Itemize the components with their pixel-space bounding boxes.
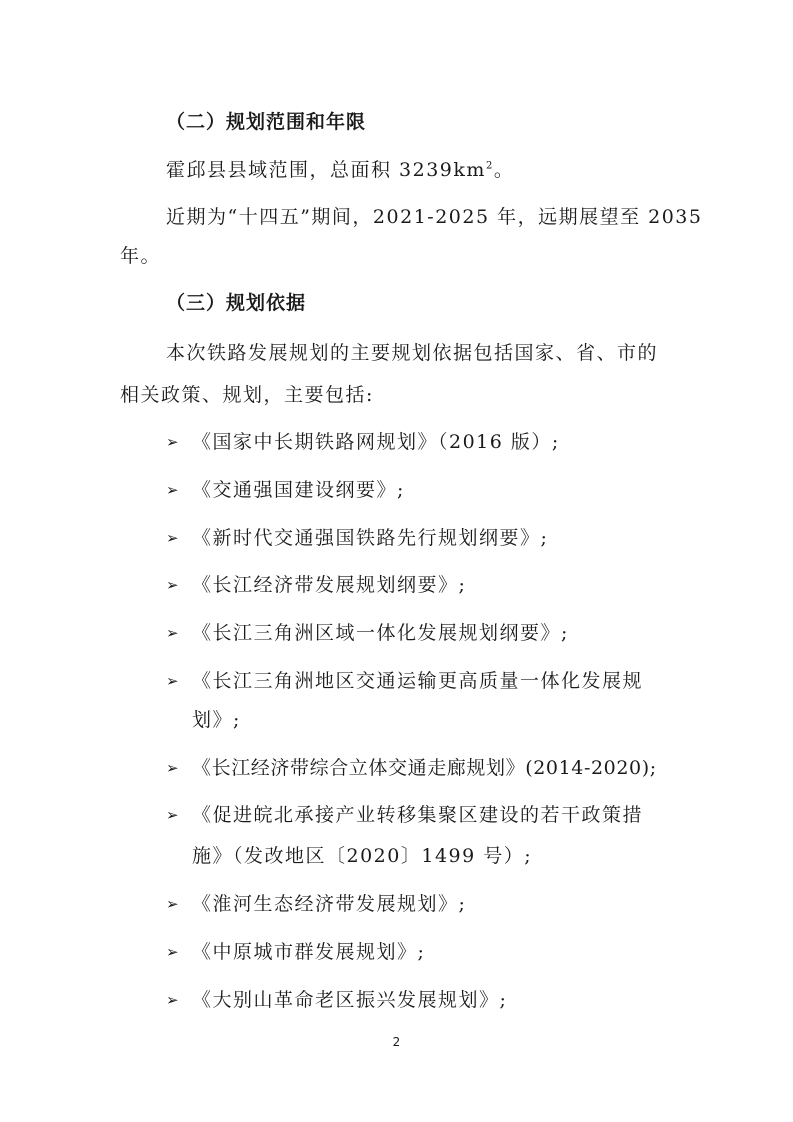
bullet-arrow-icon: ➢ (166, 991, 179, 1009)
bullet-arrow-icon: ➢ (166, 576, 179, 594)
list-item-continuation: 划》; (192, 709, 241, 731)
period-line-2: 年。 (120, 245, 162, 267)
bullet-arrow-icon: ➢ (166, 433, 179, 451)
list-item-text: 《新时代交通强国铁路先行规划纲要》; (192, 527, 549, 549)
list-item-text: 《长江经济带综合立体交通走廊规划》(2014-2020); (192, 757, 657, 779)
intro-line-1: 本次铁路发展规划的主要规划依据包括国家、省、市的 (166, 342, 659, 364)
list-item-text: 《长江三角洲地区交通运输更高质量一体化发展规 (192, 670, 644, 692)
period-line-1: 近期为“十四五”期间，2021-2025 年，远期展望至 2035 (166, 206, 703, 228)
section-3-heading: （三）规划依据 (166, 292, 307, 314)
bullet-arrow-icon: ➢ (166, 943, 179, 961)
scope-paragraph (166, 156, 514, 184)
scope-superscript: 2 (485, 160, 494, 172)
bullet-arrow-icon: ➢ (166, 624, 179, 642)
page-number: 2 (392, 1035, 401, 1049)
list-item-text: 《促进皖北承接产业转移集聚区建设的若干政策措 (192, 804, 644, 826)
bullet-arrow-icon: ➢ (166, 529, 179, 547)
list-item-text: 《长江三角洲区域一体化发展规划纲要》; (192, 622, 569, 644)
bullet-arrow-icon: ➢ (166, 672, 179, 690)
bullet-arrow-icon: ➢ (166, 759, 179, 777)
list-item-text: 《交通强国建设纲要》; (192, 479, 405, 501)
intro-line-2: 相关政策、规划，主要包括: (120, 384, 374, 406)
list-item-text: 《国家中长期铁路网规划》（2016 版）; (192, 431, 560, 453)
list-item-text: 《中原城市群发展规划》; (192, 941, 426, 963)
scope-end: 。 (493, 159, 515, 181)
scope-text: 霍邱县县域范围，总面积 3239km (166, 159, 486, 181)
bullet-arrow-icon: ➢ (166, 481, 179, 499)
list-item-text: 《大别山革命老区振兴发展规划》; (192, 989, 508, 1011)
list-item-continuation: 施》（发改地区〔2020〕1499 号）; (192, 845, 533, 867)
list-item-text: 《长江经济带发展规划纲要》; (192, 574, 467, 596)
section-2-heading: （二）规划范围和年限 (166, 111, 367, 133)
bullet-arrow-icon: ➢ (166, 806, 179, 824)
bullet-arrow-icon: ➢ (166, 895, 179, 913)
list-item-text: 《淮河生态经济带发展规划》; (192, 893, 467, 915)
